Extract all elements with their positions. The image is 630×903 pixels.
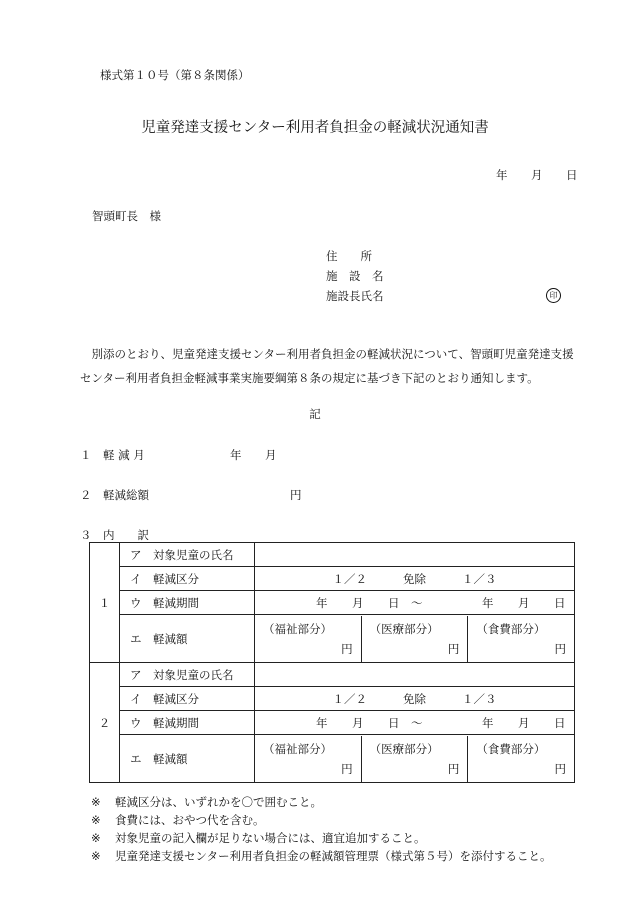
table-row [90, 591, 575, 615]
reduction-amount-field[interactable] [255, 615, 575, 663]
item-total-amount-yen: 円 [290, 488, 302, 502]
reduction-amount-field[interactable] [255, 735, 575, 783]
breakdown-table [89, 542, 575, 783]
document-title: 児童発達支援センター利用者負担金の軽減状況通知書 [141, 120, 489, 136]
meal-portion[interactable] [467, 616, 574, 662]
period-from-day: 日 [388, 595, 400, 610]
note-text: 対象児童の記入欄が足りない場合には、適宜追加すること。 [115, 831, 426, 845]
yen-unit: 円 [341, 641, 353, 656]
period-to-year: 年 [482, 595, 494, 610]
child-name-label: ア 対象児童の氏名 [120, 543, 255, 567]
table-row [90, 663, 575, 687]
note-item [91, 812, 265, 828]
welfare-portion-label: （福祉部分） [263, 741, 332, 756]
note-text: 軽減区分は、いずれかを〇で囲むこと。 [115, 795, 322, 809]
item-reduction-month-month: 月 [265, 448, 277, 462]
yen-unit: 円 [447, 761, 460, 776]
period-from-year: 年 [316, 595, 328, 610]
medical-portion-label: （医療部分） [369, 621, 439, 636]
medical-portion-label: （医療部分） [369, 741, 439, 756]
reduction-amount-label: エ 軽減額 [120, 615, 255, 663]
yen-unit: 円 [554, 761, 567, 776]
reduction-category-label: イ 軽減区分 [120, 567, 255, 591]
table-row [90, 615, 575, 663]
period-to-month: 月 [518, 595, 530, 610]
option-half[interactable]: １／２ [332, 571, 367, 586]
reduction-category-options[interactable] [255, 687, 575, 711]
period-to-month: 月 [518, 715, 530, 730]
period-from-day: 日 [388, 715, 400, 730]
facility-name-label: 施 設 名 [326, 269, 384, 283]
reduction-period-field[interactable] [255, 591, 575, 615]
medical-portion[interactable] [361, 736, 468, 782]
note-mark: ※ [91, 813, 101, 827]
period-to-year: 年 [482, 715, 494, 730]
ki-heading: 記 [309, 407, 321, 421]
option-exempt[interactable]: 免除 [403, 691, 426, 706]
option-half[interactable]: １／２ [332, 691, 367, 706]
period-from-month: 月 [352, 715, 364, 730]
date-day: 日 [566, 168, 578, 182]
welfare-portion[interactable] [255, 736, 361, 782]
date-year: 年 [496, 168, 508, 182]
option-third[interactable]: １／３ [462, 691, 497, 706]
period-tilde: ～ [411, 595, 423, 610]
addressee: 智頭町長 様 [92, 209, 161, 223]
period-from-month: 月 [352, 595, 364, 610]
reduction-period-field[interactable] [255, 711, 575, 735]
table-row [90, 687, 575, 711]
item-reduction-month-label: １ 軽 減 月 [80, 448, 145, 462]
option-third[interactable]: １／３ [462, 571, 497, 586]
item-reduction-month-year: 年 [230, 448, 242, 462]
yen-unit: 円 [341, 761, 353, 776]
table-row [90, 735, 575, 783]
meal-portion[interactable] [467, 736, 574, 782]
child-name-field[interactable] [255, 543, 575, 567]
table-row [90, 543, 575, 567]
period-to-day: 日 [554, 715, 566, 730]
reduction-period-label: ウ 軽減期間 [120, 591, 255, 615]
row-number: １ [90, 543, 120, 663]
form-number: 様式第１０号（第８条関係） [100, 68, 250, 82]
child-name-field[interactable] [255, 663, 575, 687]
note-mark: ※ [91, 831, 101, 845]
row-number: ２ [90, 663, 120, 783]
note-mark: ※ [91, 849, 101, 863]
table-row [90, 711, 575, 735]
yen-unit: 円 [554, 641, 567, 656]
date-month: 月 [531, 168, 543, 182]
child-name-label: ア 対象児童の氏名 [120, 663, 255, 687]
address-label: 住 所 [326, 249, 372, 263]
period-to-day: 日 [554, 595, 566, 610]
meal-portion-label: （食費部分） [476, 741, 546, 756]
period-from-year: 年 [316, 715, 328, 730]
period-tilde: ～ [411, 715, 423, 730]
item-breakdown-label: ３ 内 訳 [80, 528, 149, 542]
note-item [91, 830, 426, 846]
note-text: 食費には、おやつ代を含む。 [115, 813, 265, 827]
option-exempt[interactable]: 免除 [403, 571, 426, 586]
body-text: 別添のとおり、児童発達支援センター利用者負担金の軽減状況について、智頭町児童発達支援センター利用者負担金軽減事業実施要綱第８条の規定に基づき下記のとおり通知します。 [80, 347, 574, 385]
meal-portion-label: （食費部分） [476, 621, 546, 636]
reduction-category-options[interactable] [255, 567, 575, 591]
reduction-category-label: イ 軽減区分 [120, 687, 255, 711]
reduction-period-label: ウ 軽減期間 [120, 711, 255, 735]
seal-mark: 印 [546, 288, 561, 303]
yen-unit: 円 [447, 641, 460, 656]
welfare-portion[interactable] [255, 616, 361, 662]
note-text: 児童発達支援センター利用者負担金の軽減額管理票（様式第５号）を添付すること。 [115, 849, 552, 863]
note-item [91, 794, 322, 810]
director-name-label: 施設長氏名 [326, 289, 384, 303]
reduction-amount-label: エ 軽減額 [120, 735, 255, 783]
note-item [91, 848, 552, 864]
item-total-amount-label: ２ 軽減総額 [80, 488, 149, 502]
medical-portion[interactable] [361, 616, 468, 662]
note-mark: ※ [91, 795, 101, 809]
welfare-portion-label: （福祉部分） [263, 621, 332, 636]
table-row [90, 567, 575, 591]
